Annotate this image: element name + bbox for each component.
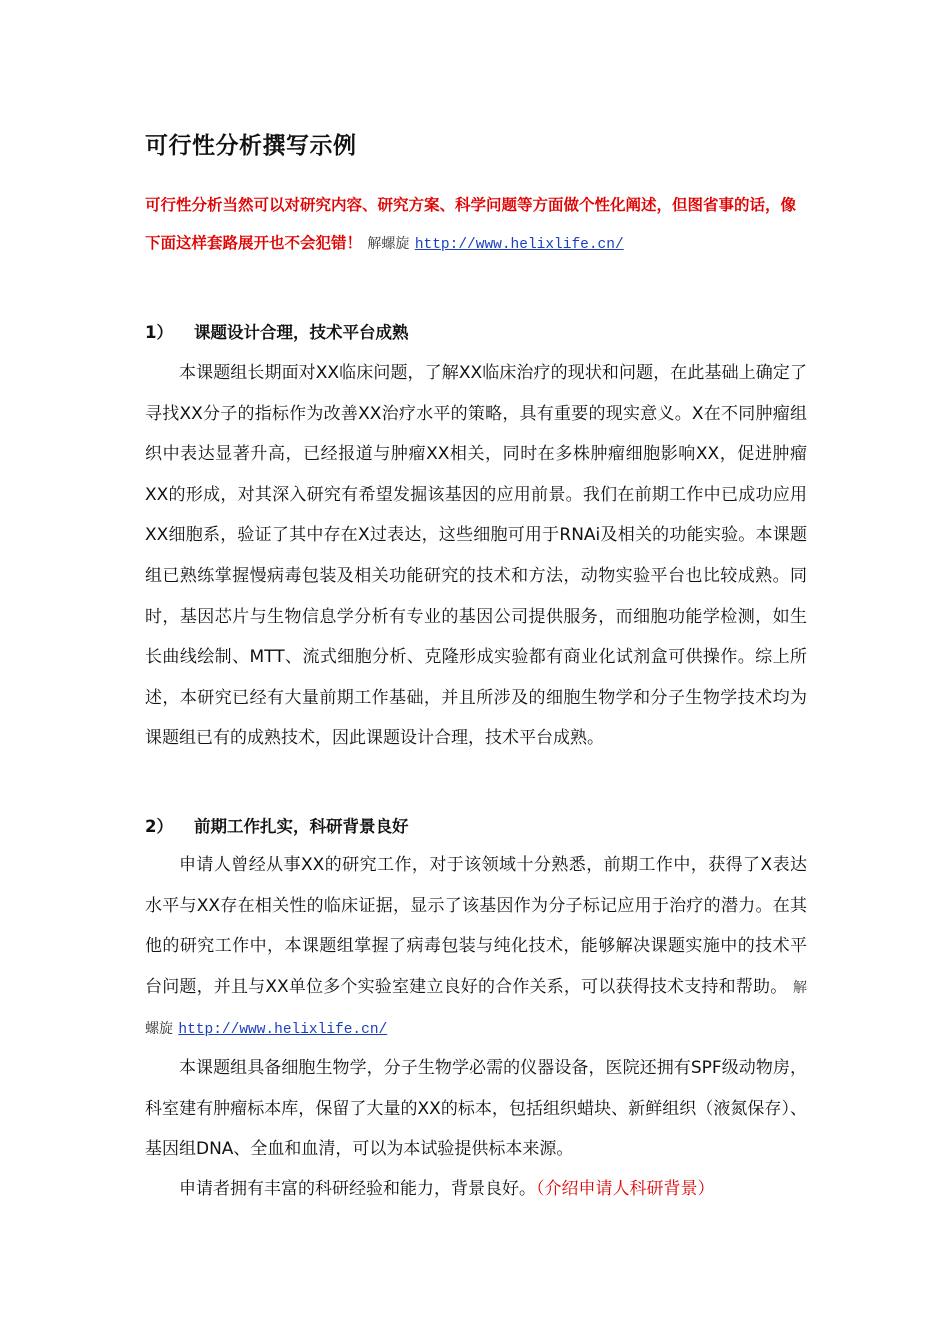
section2-number: 2） (145, 817, 173, 836)
intro-signature: 解螺旋 (367, 236, 410, 252)
section2-heading-text: 前期工作扎实，科研背景良好 (194, 817, 409, 836)
document-title: 可行性分析撰写示例 (145, 133, 357, 159)
section2-paragraph-3 (145, 1169, 807, 1210)
section2-link[interactable]: http://www.helixlife.cn/ (178, 1022, 388, 1039)
section2-paragraph-1 (145, 845, 807, 1051)
section1-paragraph: 本课题组长期面对XX临床问题，了解XX临床治疗的现状和问题，在此基础上确定了寻找XX分子的指标作为改善XX治疗水平的策略，具有重要的现实意义。X在不同肿瘤组织中表达显著升高，已经报道与肿瘤XX相关，同时在多株肿瘤细胞影响XX，促进肿瘤XX的形成，对其深入研究有希望发掘该基因的应用前景。我们在前期工作中已成功应用XX细胞系，验证了其中存在X过表达，这些细胞可用于RNAi及相关的功能实验。本课题组已熟练掌握慢病毒包装及相关功能研究的技术和方法，动物实验平台也比较成熟。同时，基因芯片与生物信息学分析有专业的基因公司提供服务，而细胞功能学检测，如生长曲线绘制、MTT、流式细胞分析、克隆形成实验都有商业化试剂盒可供操作。综上所述，本研究已经有大量前期工作基础，并且所涉及的细胞生物学和分子生物学技术均为课题组已有的成熟技术，因此课题设计合理，技术平台成熟。 (145, 363, 807, 749)
intro-link[interactable]: http://www.helixlife.cn/ (414, 237, 624, 253)
section2-paragraph-3-text: 申请者拥有丰富的科研经验和能力，背景良好。 (179, 1179, 536, 1199)
section2-paragraph-3-note: （介绍申请人科研背景） (536, 1179, 715, 1199)
section2-signature: 解螺旋 (145, 979, 808, 1038)
section2-paragraph-2: 本课题组具备细胞生物学，分子生物学必需的仪器设备，医院还拥有SPF级动物房，科室建有肿瘤标本库，保留了大量的XX的标本，包括组织蜡块、新鲜组织（液氮保存）、基因组DNA、全血和血清，可以为本试验提供标本来源。 (145, 1058, 807, 1160)
section1-heading (145, 319, 409, 343)
section1-number: 1） (145, 323, 173, 342)
section2-heading (145, 813, 409, 837)
intro-text: 可行性分析当然可以对研究内容、研究方案、科学问题等方面做个性化阐述，但图省事的话，像下面这样套路展开也不会犯错！ (145, 196, 797, 252)
section2-paragraph-1-text: 申请人曾经从事XX的研究工作，对于该领域十分熟悉，前期工作中，获得了X表达水平与XX存在相关性的临床证据，显示了该基因作为分子标记应用于治疗的潜力。在其他的研究工作中，本课题组掌握了病毒包装与纯化技术，能够解决课题实施中的技术平台问题，并且与XX单位多个实验室建立良好的合作关系，可以获得技术支持和帮助。 (145, 855, 807, 997)
intro-paragraph (145, 186, 807, 264)
section1-heading-text: 课题设计合理，技术平台成熟 (194, 323, 409, 342)
